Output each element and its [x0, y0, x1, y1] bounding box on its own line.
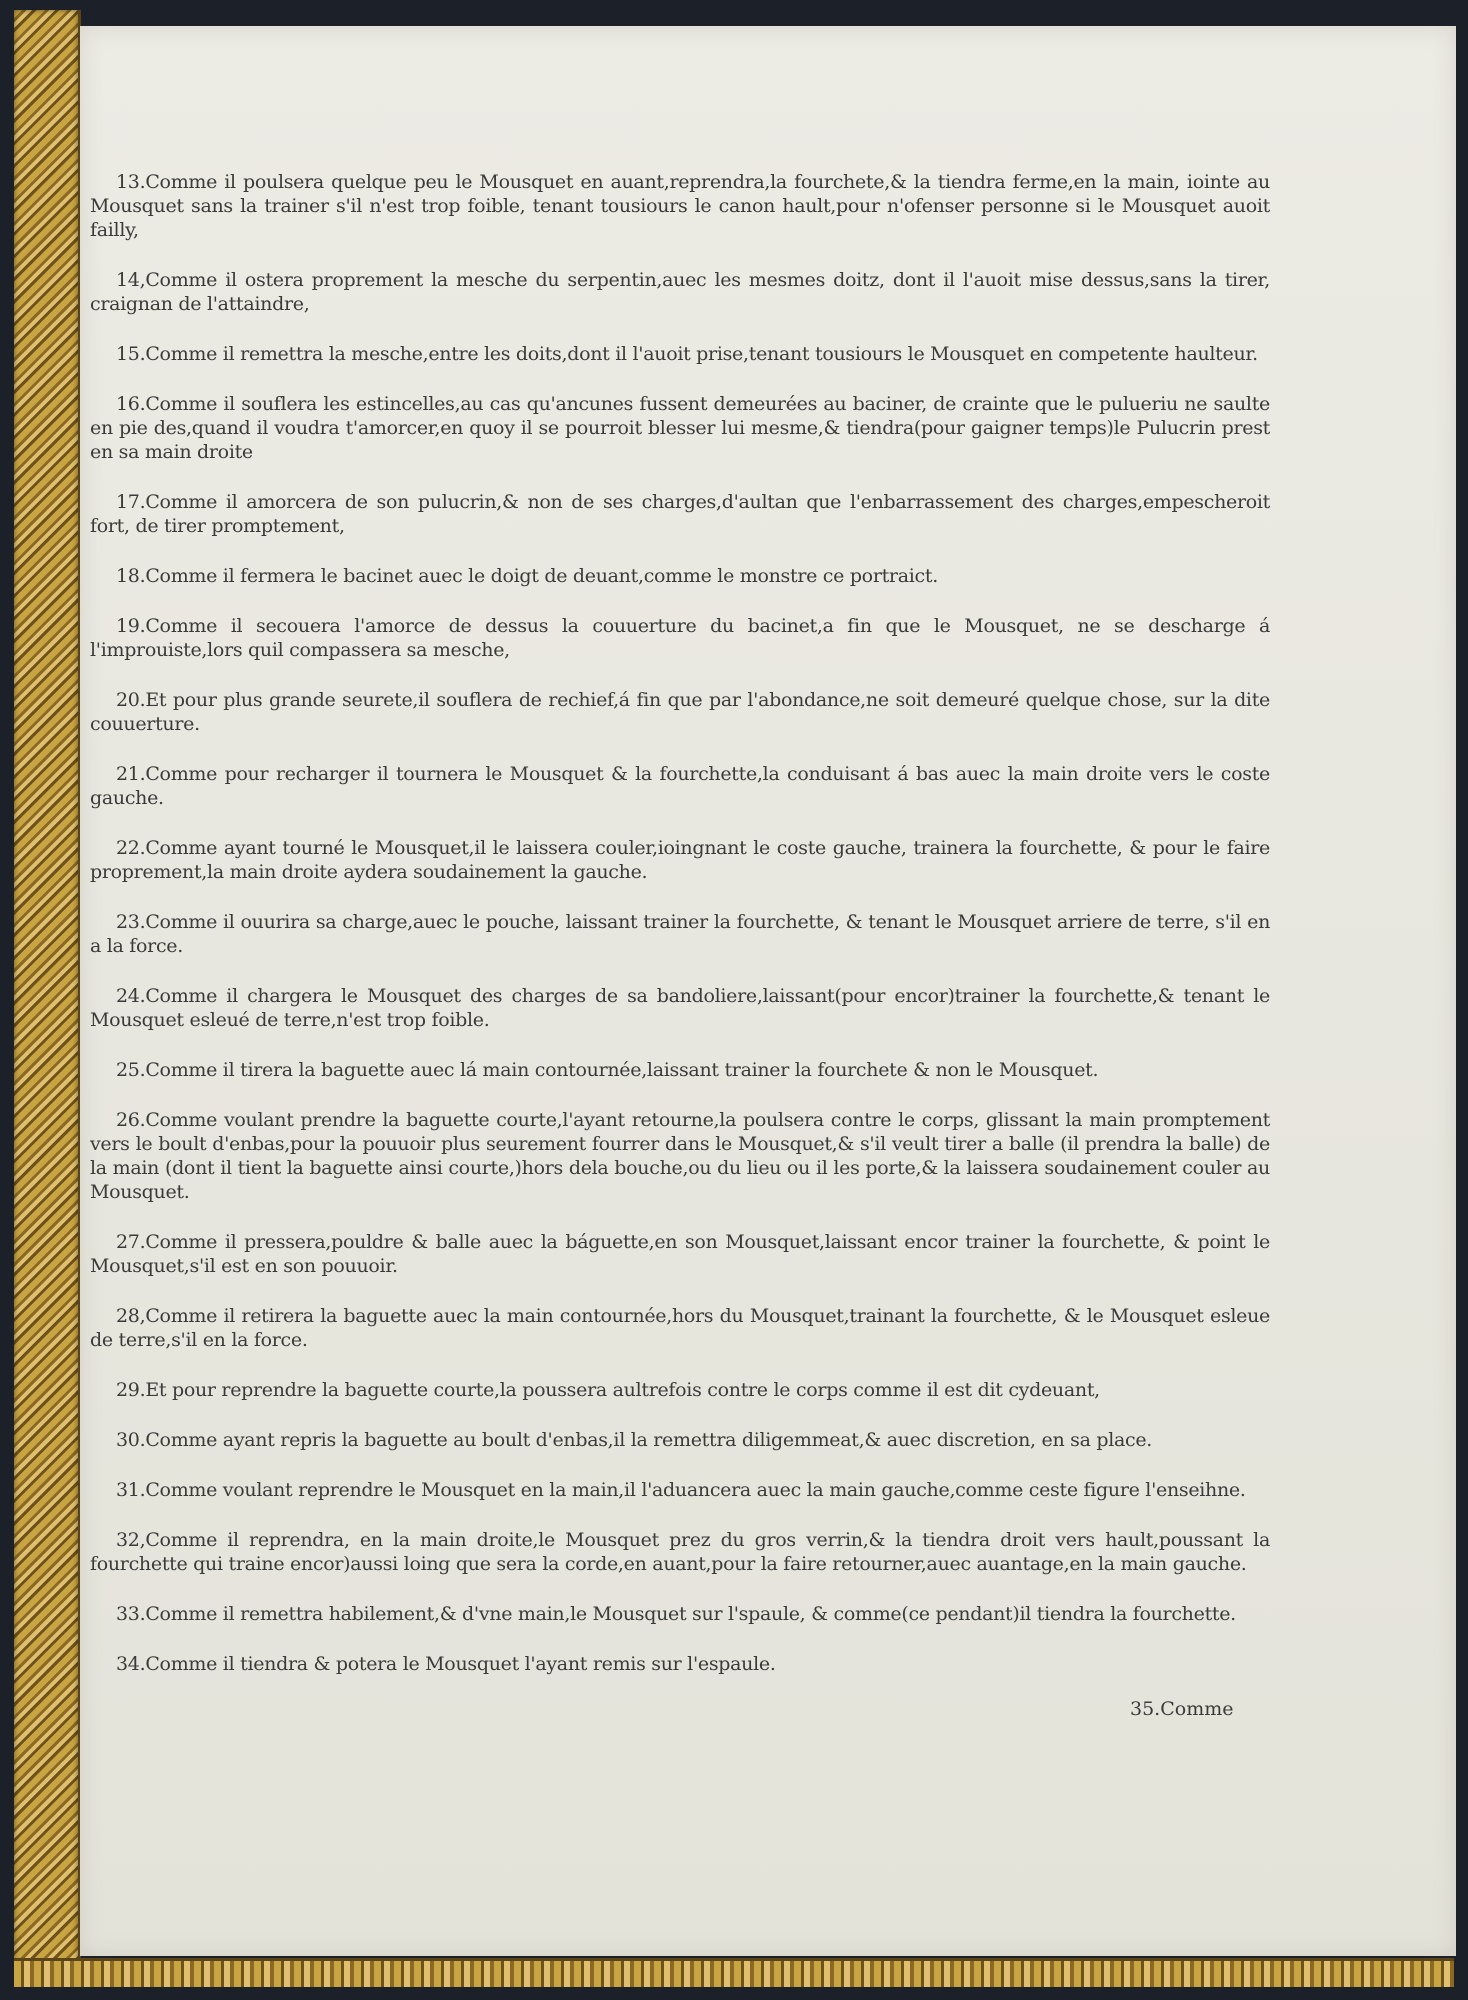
paragraph-29: 29.Et pour reprendre la baguette courte,la poussera aultrefois contre le corps comme il est dit cydeuant,: [116, 1379, 1100, 1401]
gilt-edge-bottom: [14, 1958, 1454, 1987]
paragraph-31: 31.Comme voulant reprendre le Mousquet en la main,il l'aduancera auec la main gauche,comme ceste figure l'enseihne.: [116, 1479, 1246, 1501]
gilt-edge-left: [14, 10, 81, 1985]
paragraph-32: 32,Comme il reprendra, en la main droite,le Mousquet prez du gros verrin,& la tiendra droit vers hault,poussant la fourchette qui traine encor)aussi loing que sera la corde,en auant,pour la faire retourner,auec auantage,en la main gauche.: [90, 1529, 1270, 1575]
paragraph-22: 22.Comme ayant tourné le Mousquet,il le laissera couler,ioingnant le coste gauche, trainera la fourchette, & pour le faire proprement,la main droite aydera soudainement la gauche.: [90, 837, 1270, 883]
paragraph-28: 28,Comme il retirera la baguette auec la main contournée,hors du Mousquet,trainant la fourchette, & le Mousquet esleue de terre,s'il en la force.: [90, 1305, 1270, 1351]
paragraph-21: 21.Comme pour recharger il tournera le Mousquet & la fourchette,la conduisant á bas auec la main droite vers le coste gauche.: [90, 763, 1270, 809]
paragraph-24: 24.Comme il chargera le Mousquet des charges de sa bandoliere,laissant(pour encor)trainer la fourchette,& tenant le Mousquet esleué de terre,n'est trop foible.: [90, 985, 1270, 1031]
paragraph-16: 16.Comme il souflera les estincelles,au cas qu'ancunes fussent demeurées au baciner, de crainte que le pulueriu ne saulte en pie des,quand il voudra t'amorcer,en quoy il se pourroit blesser lui mesme,& tiendra(pour gaigner temps)le Pulucrin prest en sa main droite: [90, 393, 1270, 463]
paragraph-27: 27.Comme il pressera,pouldre & balle auec la báguette,en son Mousquet,laissant encor trainer la fourchette, & point le Mousquet,s'il est en son pouuoir.: [90, 1231, 1270, 1277]
paragraph-13: 13.Comme il poulsera quelque peu le Mousquet en auant,reprendra,la fourchete,& la tiendra ferme,en la main, iointe au Mousquet sans la trainer s'il n'est trop foible, tenant tousiours le canon hault,pour n'ofenser personne si le Mousquet auoit failly,: [90, 171, 1270, 241]
paragraph-33: 33.Comme il remettra habilement,& d'vne main,le Mousquet sur l'spaule, & comme(ce pendant)il tiendra la fourchette.: [116, 1603, 1236, 1625]
paragraph-19: 19.Comme il secouera l'amorce de dessus la couuerture du bacinet,a fin que le Mousquet, ne se descharge á l'improuiste,lors quil compassera sa mesche,: [90, 615, 1270, 661]
paragraph-20: 20.Et pour plus grande seurete,il souflera de rechief,á fin que par l'abondance,ne soit demeuré quelque chose, sur la dite couuerture.: [90, 689, 1270, 735]
catchword: 35.Comme: [1130, 1698, 1234, 1720]
paragraph-34: 34.Comme il tiendra & potera le Mousquet l'ayant remis sur l'espaule.: [116, 1653, 776, 1675]
paragraph-15: 15.Comme il remettra la mesche,entre les doits,dont il l'auoit prise,tenant tousiours le Mousquet en competente haulteur.: [116, 343, 1258, 365]
paragraph-17: 17.Comme il amorcera de son pulucrin,& non de ses charges,d'aultan que l'enbarrassement des charges,empescheroit fort, de tirer promptement,: [90, 491, 1270, 537]
paragraph-23: 23.Comme il ouurira sa charge,auec le pouche, laissant trainer la fourchette, & tenant le Mousquet arriere de terre, s'il en a la force.: [90, 911, 1270, 957]
paragraph-30: 30.Comme ayant repris la baguette au boult d'enbas,il la remettra diligemmeat,& auec discretion, en sa place.: [116, 1429, 1153, 1451]
paragraph-14: 14,Comme il ostera proprement la mesche du serpentin,auec les mesmes doitz, dont il l'auoit mise dessus,sans la tirer, craignan de l'attaindre,: [90, 269, 1270, 315]
page-text: [90, 170, 1270, 1702]
paragraph-18: 18.Comme il fermera le bacinet auec le doigt de deuant,comme le monstre ce portraict.: [116, 565, 938, 587]
paragraph-25: 25.Comme il tirera la baguette auec lá main contournée,laissant trainer la fourchete & non le Mousquet.: [116, 1059, 1099, 1081]
paragraph-26: 26.Comme voulant prendre la baguette courte,l'ayant retourne,la poulsera contre le corps, glissant la main promptement vers le boult d'enbas,pour la pouuoir plus seurement fourrer dans le Mousquet,& s'il veult tirer a balle (il prendra la balle) de la main (dont il tient la baguette ainsi courte,)hors dela bouche,ou du lieu ou il les porte,& la laissera soudainement couler au Mousquet.: [90, 1109, 1270, 1203]
